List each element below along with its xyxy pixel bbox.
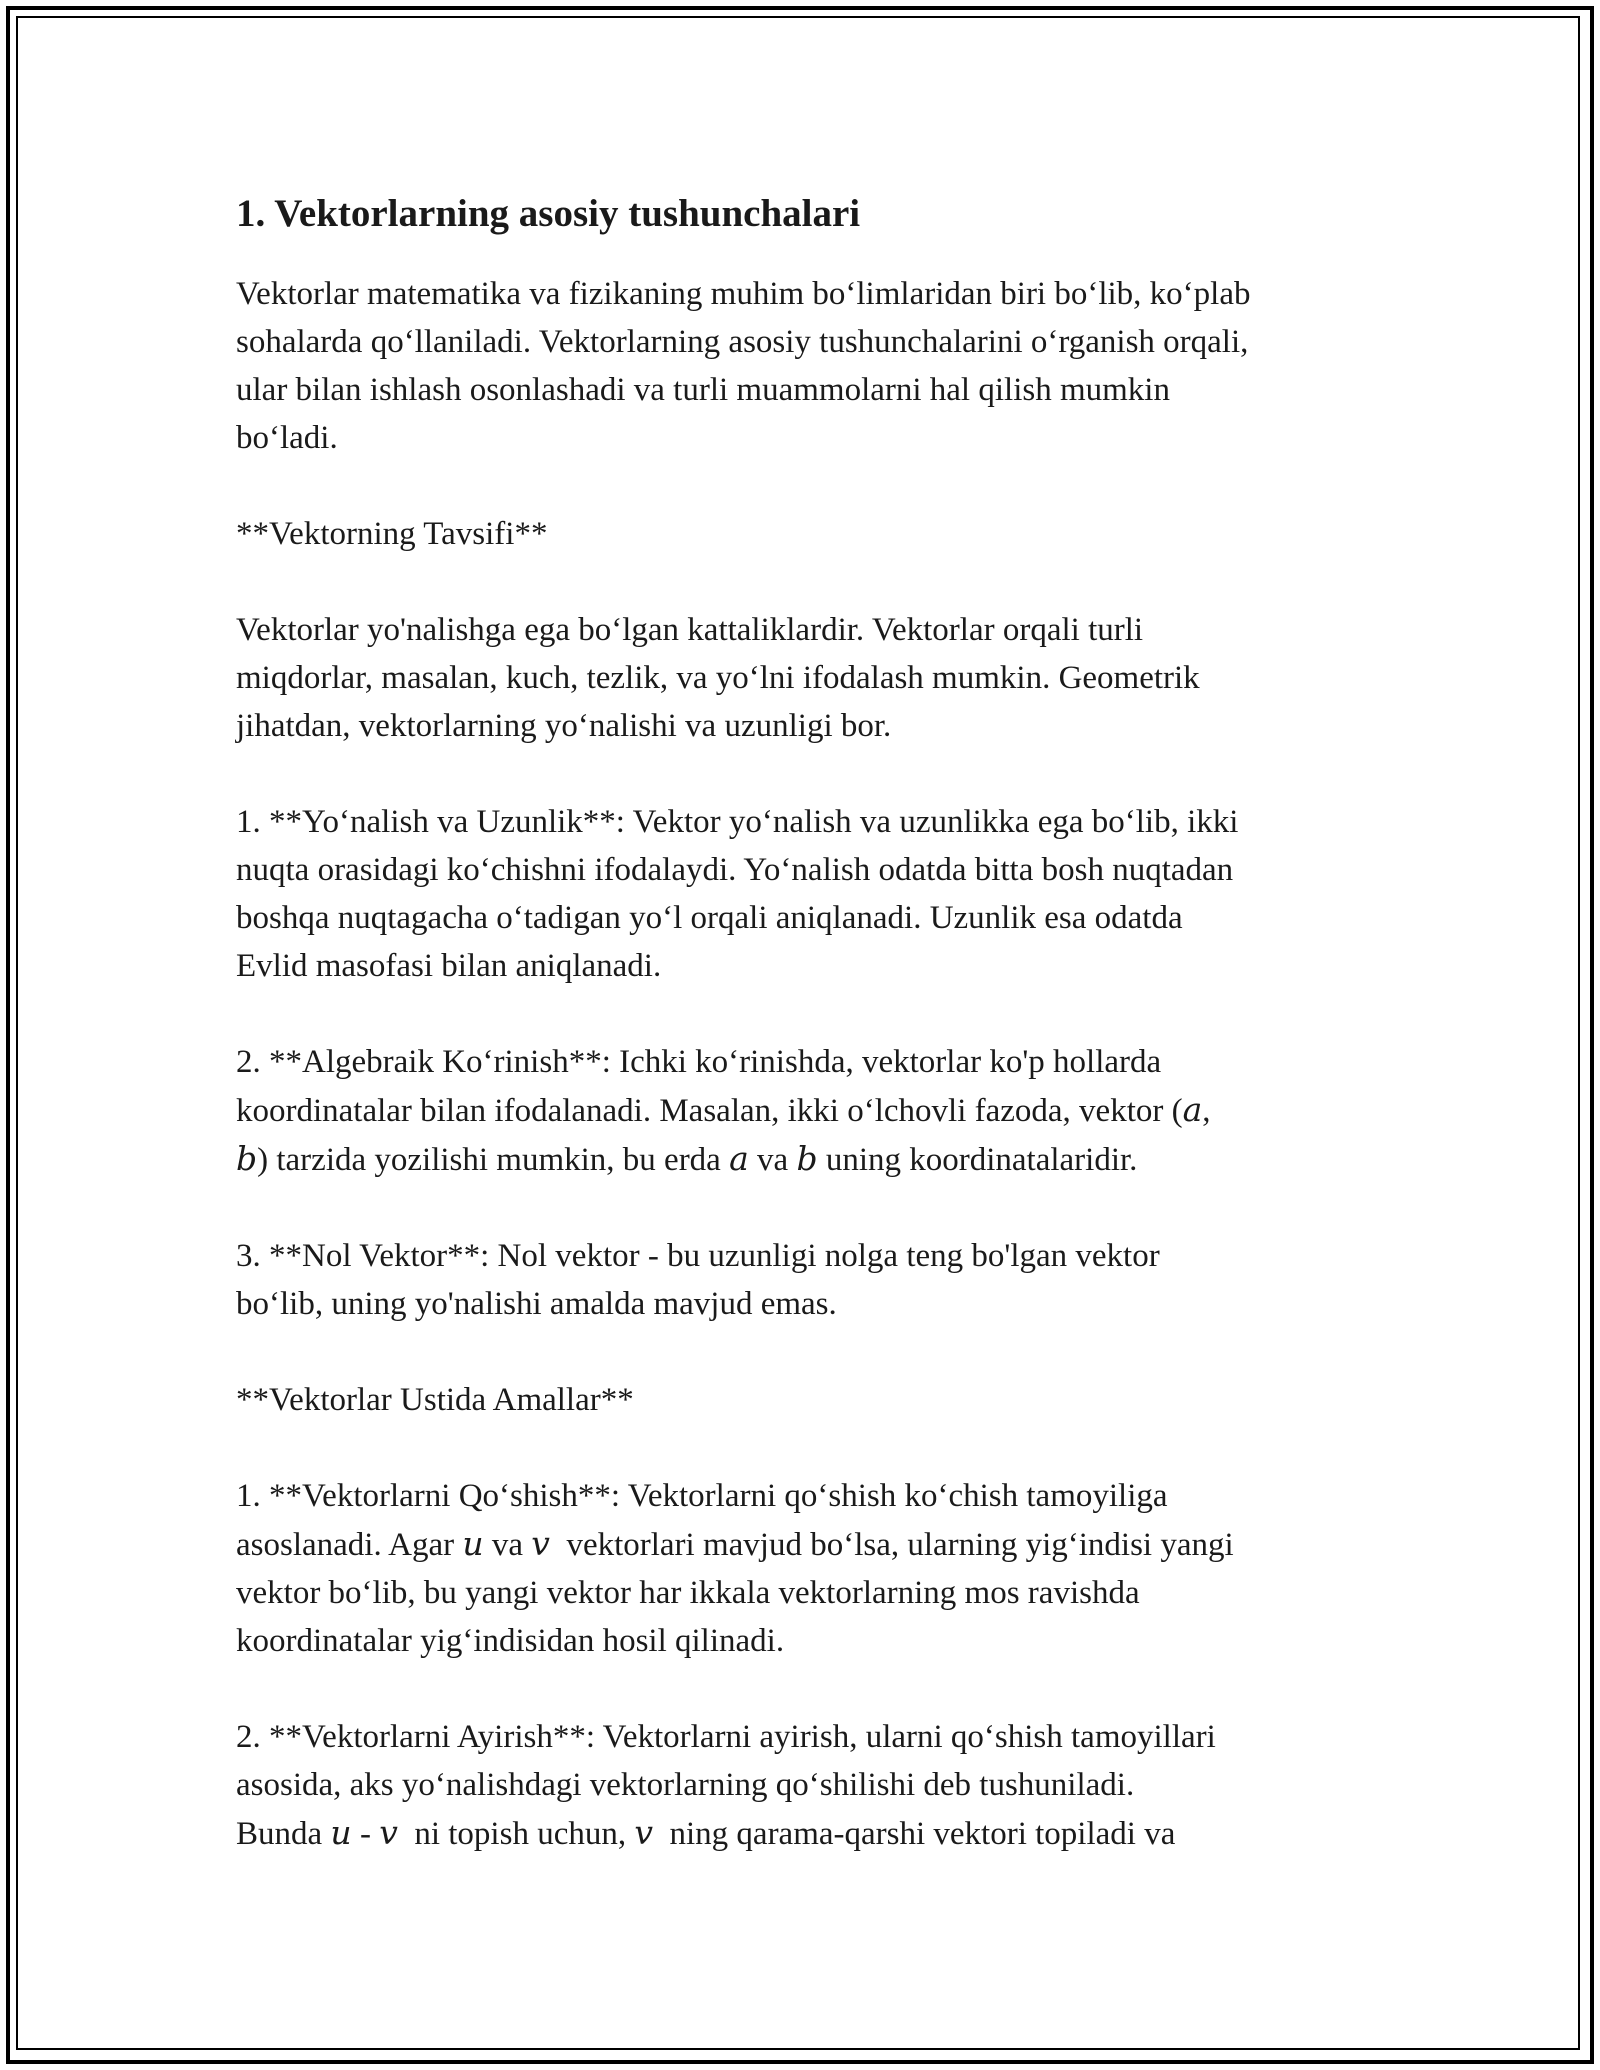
- text-run: -: [351, 1816, 380, 1852]
- text-run: uning koordinatalaridir.: [817, 1142, 1138, 1178]
- text-run: va: [748, 1142, 797, 1178]
- text-run: vektorlari mavjud boʻlsa, ularning yigʻindisi yangi vektor boʻlib, bu yangi vektor har ikkala vektorlarning mos ravishda koordinatalar yigʻindisidan hosil qilinadi.: [236, 1527, 1234, 1659]
- section-title: 1. Vektorlarning asosiy tushunchalari: [236, 192, 861, 235]
- math-variable: v: [634, 1813, 653, 1852]
- zero-vector-paragraph: 3. **Nol Vektor**: Nol vektor - bu uzunligi nolga teng bo'lgan vektor boʻlib, uning yo'nalishi amalda mavjud emas.: [236, 1238, 1160, 1322]
- math-variable: b: [236, 1139, 258, 1178]
- text-run: 2. **Algebraik Koʻrinish**: Ichki koʻrinishda, vektorlar ko'p hollarda koordinatalar bilan ifodalanadi. Masalan, ikki oʻlchovli fazoda, vektor (: [236, 1044, 1183, 1129]
- text-run: ) tarzida yozilishi mumkin, bu erda: [257, 1142, 730, 1178]
- addition-paragraph: [236, 1472, 1386, 1665]
- math-variable: a: [729, 1139, 749, 1178]
- algebraic-form-paragraph: [236, 1038, 1386, 1184]
- math-variable: v: [379, 1813, 398, 1852]
- intro-paragraph: Vektorlar matematika va fizikaning muhim boʻlimlaridan biri boʻlib, koʻplab sohalarda qoʻllaniladi. Vektorlarning asosiy tushunchalarini oʻrganish orqali, ular bilan ishlash osonlashadi va turli muammolarni hal qilish mumkin boʻladi.: [236, 276, 1251, 456]
- text-run: ni topish uchun,: [397, 1816, 635, 1852]
- text-run: ,: [1202, 1093, 1211, 1129]
- subheading-description: **Vektorning Tavsifi**: [236, 516, 548, 552]
- math-variable: u: [462, 1524, 484, 1563]
- math-variable: u: [330, 1813, 352, 1852]
- text-run: 1. **Vektorlarni Qoʻshish**: Vektorlarni qoʻshish koʻchish tamoyiliga asoslanadi. Agar: [236, 1478, 1168, 1563]
- text-run: ning qarama-qarshi vektori topiladi va: [653, 1816, 1176, 1852]
- math-variable: v: [531, 1524, 550, 1563]
- subtraction-paragraph: [236, 1713, 1386, 1858]
- description-paragraph: Vektorlar yo'nalishga ega boʻlgan kattaliklardir. Vektorlar orqali turli miqdorlar, masalan, kuch, tezlik, va yoʻlni ifodalash mumkin. Geometrik jihatdan, vektorlarning yoʻnalishi va uzunligi bor.: [236, 612, 1200, 744]
- math-variable: a: [1182, 1090, 1203, 1129]
- math-variable: b: [796, 1139, 818, 1178]
- text-run: va: [483, 1527, 532, 1563]
- direction-length-paragraph: 1. **Yoʻnalish va Uzunlik**: Vektor yoʻnalish va uzunlikka ega boʻlib, ikki nuqta orasidagi koʻchishni ifodalaydi. Yoʻnalish odatda bitta bosh nuqtadan boshqa nuqtagacha oʻtadigan yoʻl orqali aniqlanadi. Uzunlik esa odatda Evlid masofasi bilan aniqlanadi.: [236, 804, 1239, 984]
- subheading-operations: **Vektorlar Ustida Amallar**: [236, 1382, 634, 1418]
- text-run: 2. **Vektorlarni Ayirish**: Vektorlarni ayirish, ularni qoʻshish tamoyillari asosida, aks yoʻnalishdagi vektorlarning qoʻshilishi deb tushuniladi. Bunda: [236, 1719, 1216, 1852]
- document-page: [236, 182, 1386, 1906]
